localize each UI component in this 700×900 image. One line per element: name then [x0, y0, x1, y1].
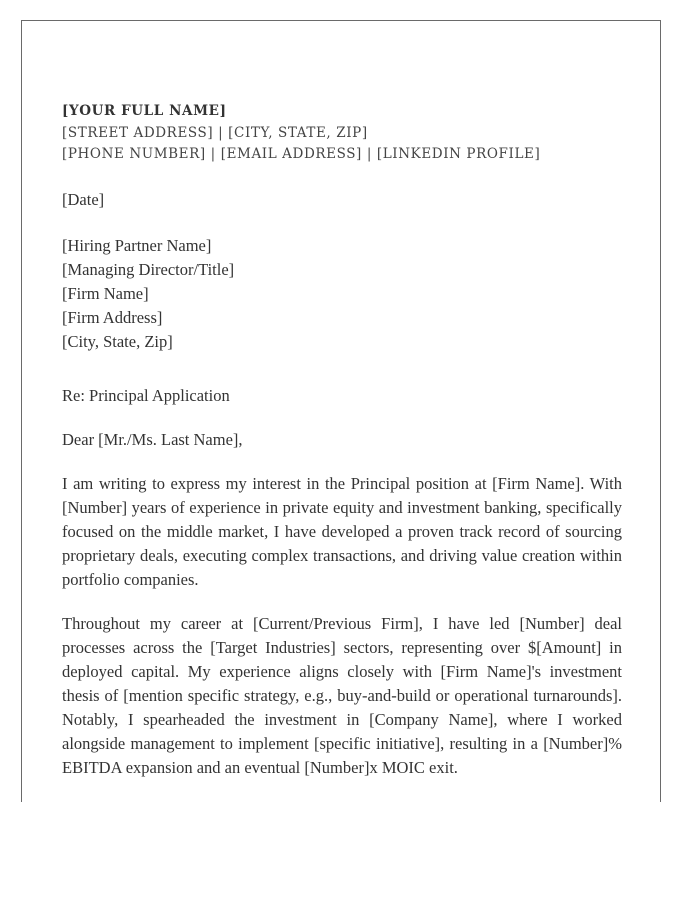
sender-contact: [PHONE NUMBER] | [EMAIL ADDRESS] | [LINKEDIN PROFILE] — [62, 146, 541, 162]
subject-line: Re: Principal Application — [62, 385, 230, 405]
recipient-name: [Hiring Partner Name] — [62, 235, 212, 255]
paragraph-experience: Throughout my career at [Current/Previous Firm], I have led [Number] deal processes across the [Target Industries] sectors, representing over $[Amount] in deployed capital. My experience aligns closely with [Firm Name]'s investment thesis of [mention specific strategy, e.g., buy-and-build or operational turnarounds]. Notably, I spearheaded the investment in [Company Name], where I worked alongside management to implement [specific initiative], resulting in a [Number]% EBITDA expansion and an eventual [Number]x MOIC exit. — [62, 613, 622, 777]
recipient-address: [Firm Address] — [62, 307, 163, 327]
letter-body — [62, 101, 622, 780]
paragraph-intro: I am writing to express my interest in the Principal position at [Firm Name]. With [Number] years of experience in private equity and investment banking, specifically focused on the middle market, I have developed a proven track record of sourcing proprietary deals, executing complex transactions, and driving value creation within portfolio companies. — [62, 473, 622, 589]
recipient-firm: [Firm Name] — [62, 283, 149, 303]
recipient-block — [62, 234, 622, 354]
letter-date: [Date] — [62, 189, 105, 209]
sender-name: [YOUR FULL NAME] — [62, 103, 227, 119]
sender-address: [STREET ADDRESS] | [CITY, STATE, ZIP] — [62, 124, 368, 141]
letter-header — [62, 101, 622, 166]
salutation: Dear [Mr./Ms. Last Name], — [62, 429, 243, 449]
recipient-title: [Managing Director/Title] — [62, 259, 235, 279]
recipient-city-state-zip: [City, State, Zip] — [62, 331, 173, 351]
document-page — [21, 20, 661, 802]
